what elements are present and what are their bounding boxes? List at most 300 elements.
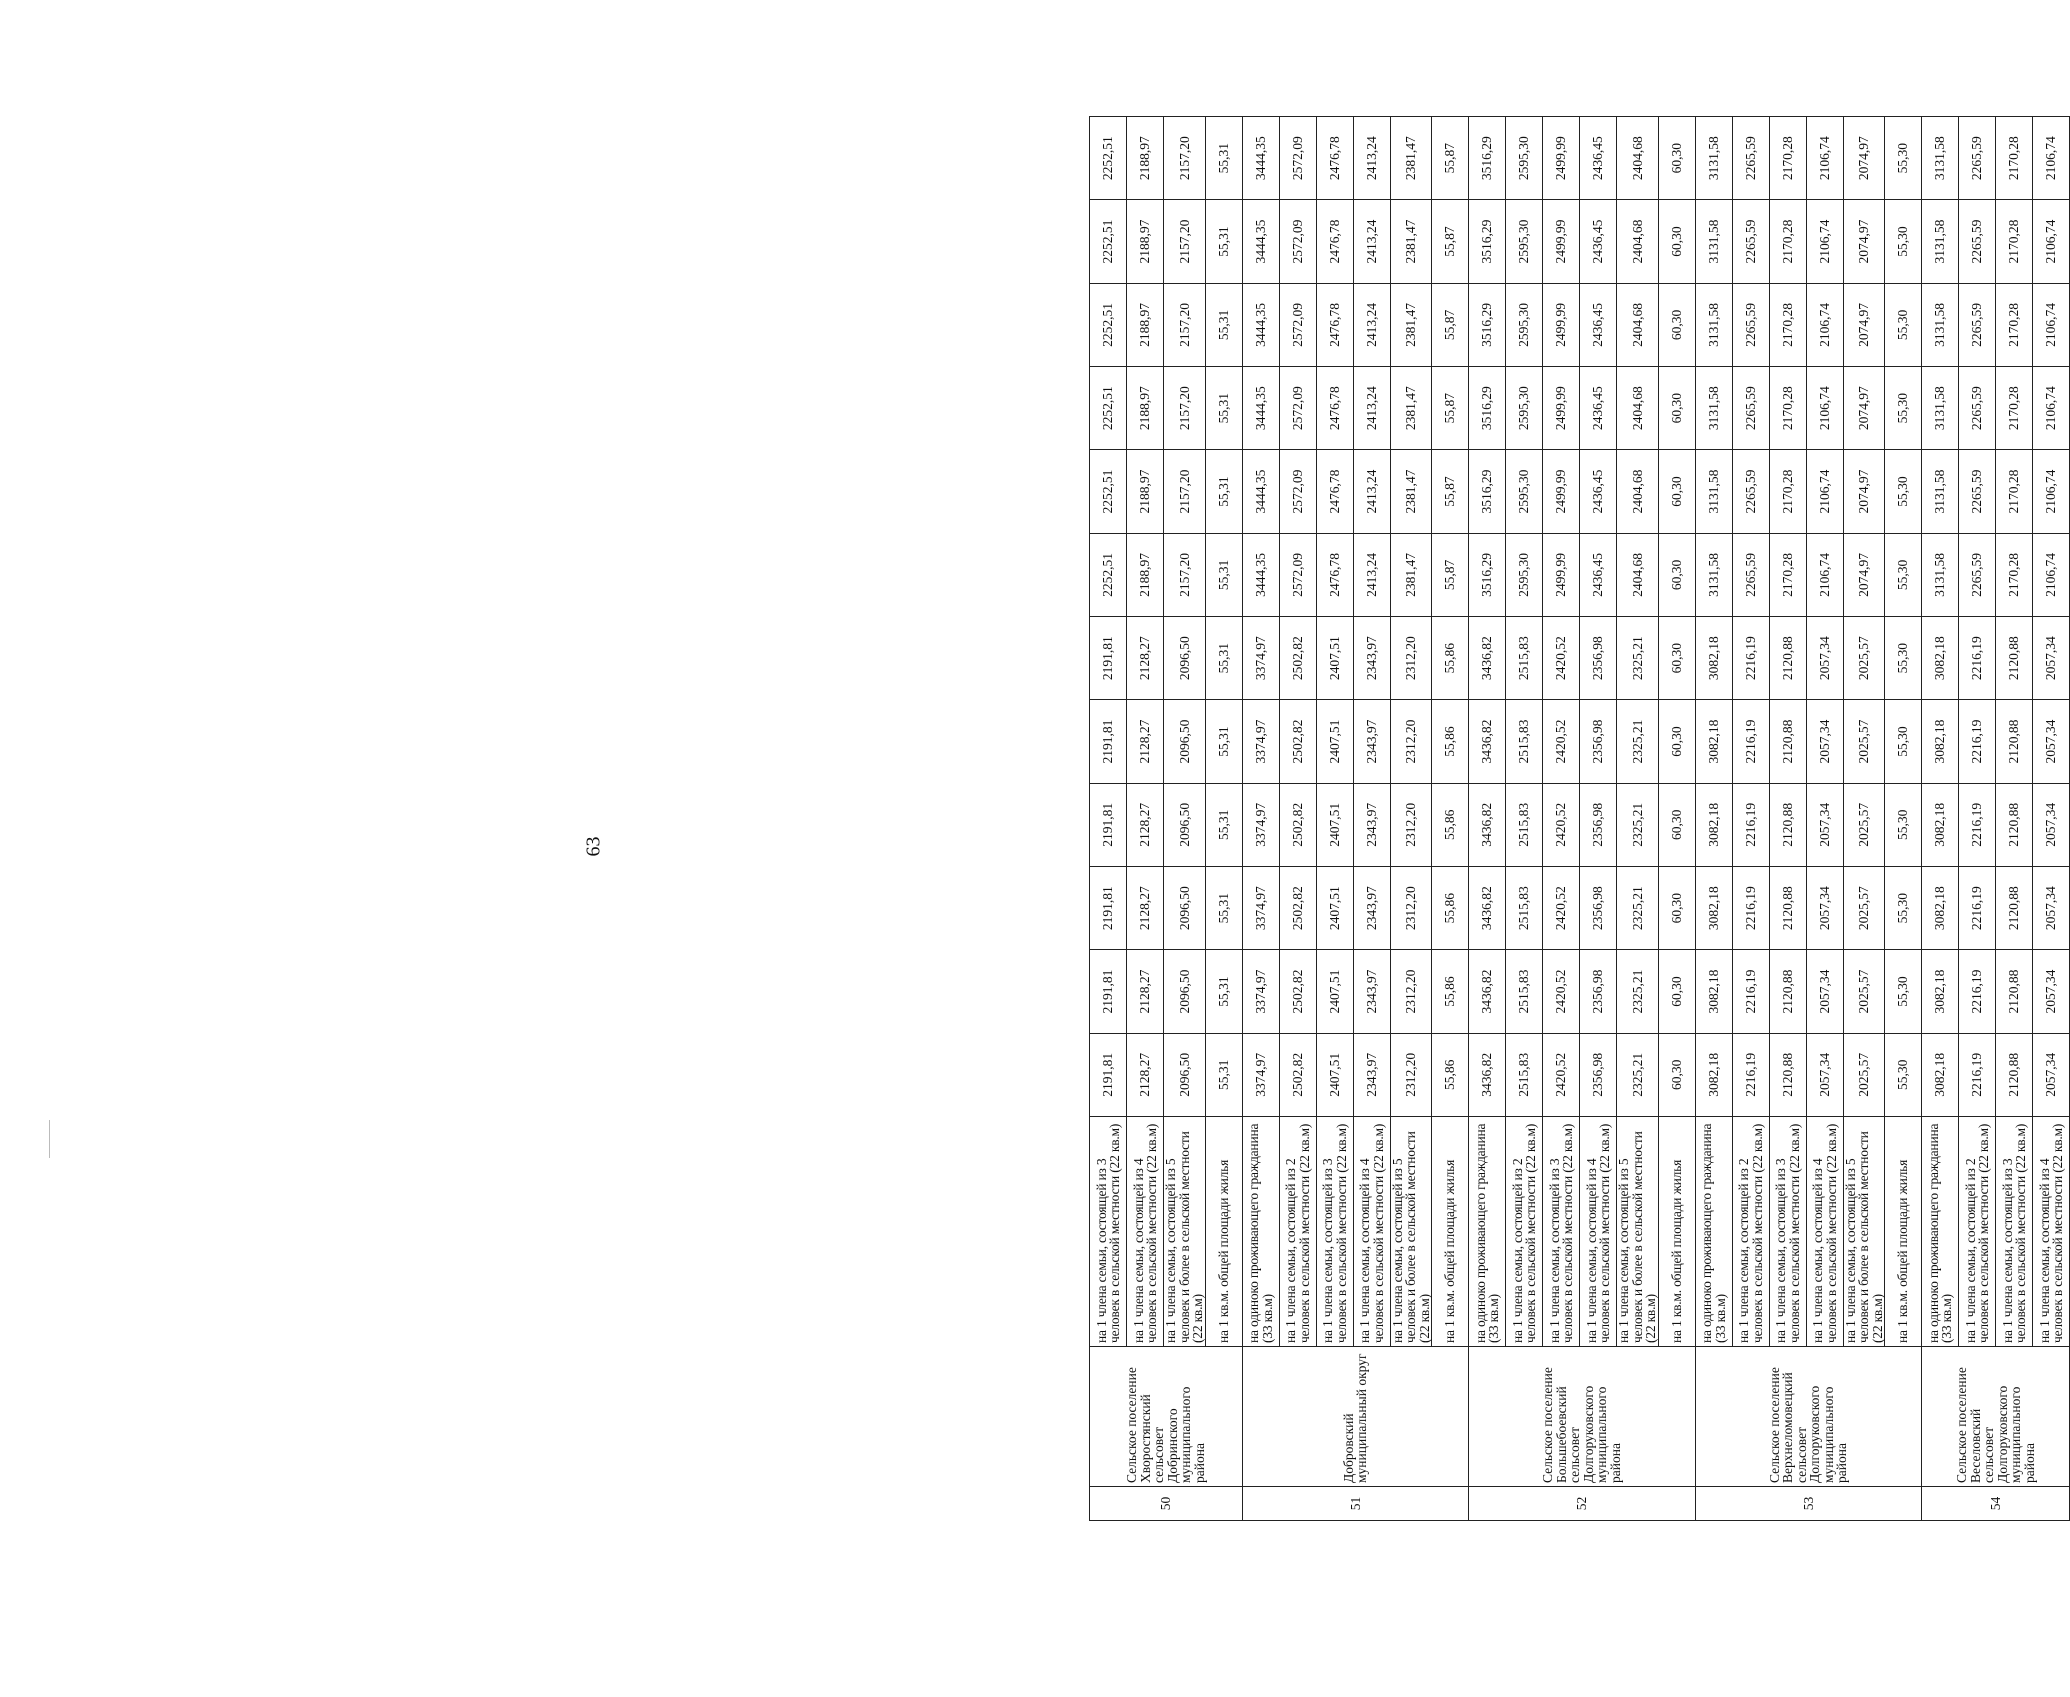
value-cell: 3516,29	[1469, 367, 1506, 450]
value-cell: 2265,59	[1959, 283, 1996, 366]
value-cell: 2128,27	[1127, 700, 1164, 783]
row-number: 50	[1090, 1487, 1243, 1521]
value-cell: 2188,97	[1127, 117, 1164, 200]
table-row	[1580, 117, 1617, 1521]
value-cell: 2572,09	[1279, 283, 1316, 366]
value-cell: 60,30	[1658, 950, 1695, 1033]
value-cell: 2252,51	[1090, 533, 1127, 616]
value-cell: 55,31	[1205, 950, 1242, 1033]
value-cell: 2499,99	[1543, 283, 1580, 366]
category-cell: на 1 кв.м. общей площади жилья	[1205, 1117, 1242, 1347]
value-cell: 2312,20	[1390, 867, 1432, 950]
value-cell: 2312,20	[1390, 617, 1432, 700]
value-cell: 2499,99	[1543, 200, 1580, 283]
value-cell: 2436,45	[1580, 367, 1617, 450]
value-cell: 2343,97	[1353, 700, 1390, 783]
value-cell: 3436,82	[1469, 617, 1506, 700]
value-cell: 3374,97	[1242, 617, 1279, 700]
value-cell: 2499,99	[1543, 450, 1580, 533]
value-cell: 3516,29	[1469, 533, 1506, 616]
category-cell: на 1 члена семьи, состоящей из 5 человек и более в сельской местности (22 кв.м)	[1617, 1117, 1659, 1347]
value-cell: 3436,82	[1469, 783, 1506, 866]
value-cell: 2381,47	[1390, 367, 1432, 450]
value-cell: 2216,19	[1732, 700, 1769, 783]
value-cell: 2407,51	[1316, 617, 1353, 700]
value-cell: 2325,21	[1617, 700, 1659, 783]
category-cell: на 1 кв.м. общей площади жилья	[1658, 1117, 1695, 1347]
value-cell: 3131,58	[1922, 450, 1959, 533]
category-cell: на 1 члена семьи, состоящей из 2 человек в сельской местности (22 кв.м)	[1732, 1117, 1769, 1347]
value-cell: 2170,28	[1769, 200, 1806, 283]
value-cell: 2312,20	[1390, 700, 1432, 783]
value-cell: 3374,97	[1242, 867, 1279, 950]
value-cell: 2413,24	[1353, 450, 1390, 533]
value-cell: 60,30	[1658, 1033, 1695, 1116]
value-cell: 2572,09	[1279, 533, 1316, 616]
value-cell: 55,86	[1432, 783, 1469, 866]
row-number: 54	[1922, 1487, 2070, 1521]
value-cell: 55,30	[1885, 867, 1922, 950]
value-cell: 2595,30	[1506, 450, 1543, 533]
value-cell: 2436,45	[1580, 200, 1617, 283]
value-cell: 2420,52	[1543, 867, 1580, 950]
value-cell: 55,31	[1205, 533, 1242, 616]
value-cell: 2515,83	[1506, 867, 1543, 950]
value-cell: 55,86	[1432, 1033, 1469, 1116]
value-cell: 3516,29	[1469, 200, 1506, 283]
table-row	[1695, 117, 1732, 1521]
value-cell: 2120,88	[1769, 783, 1806, 866]
table-row	[1996, 117, 2033, 1521]
value-cell: 55,30	[1885, 783, 1922, 866]
value-cell: 2404,68	[1617, 367, 1659, 450]
value-cell: 2157,20	[1164, 117, 1206, 200]
value-cell: 2420,52	[1543, 1033, 1580, 1116]
category-cell: на 1 члена семьи, состоящей из 5 человек и более в сельской местности (22 кв.м)	[1843, 1117, 1885, 1347]
tariff-table	[1089, 116, 2070, 1521]
value-cell: 2502,82	[1279, 617, 1316, 700]
value-cell: 2515,83	[1506, 617, 1543, 700]
value-cell: 2420,52	[1543, 700, 1580, 783]
value-cell: 3374,97	[1242, 783, 1279, 866]
value-cell: 2157,20	[1164, 533, 1206, 616]
value-cell: 2381,47	[1390, 283, 1432, 366]
table-row	[1390, 117, 1432, 1521]
value-cell: 2476,78	[1316, 533, 1353, 616]
value-cell: 2120,88	[1996, 617, 2033, 700]
value-cell: 3131,58	[1922, 200, 1959, 283]
value-cell: 2404,68	[1617, 117, 1659, 200]
value-cell: 2572,09	[1279, 367, 1316, 450]
value-cell: 2502,82	[1279, 700, 1316, 783]
value-cell: 3516,29	[1469, 283, 1506, 366]
value-cell: 2476,78	[1316, 367, 1353, 450]
value-cell: 2265,59	[1959, 367, 1996, 450]
value-cell: 2499,99	[1543, 117, 1580, 200]
value-cell: 2170,28	[1769, 450, 1806, 533]
value-cell: 60,30	[1658, 700, 1695, 783]
value-cell: 2407,51	[1316, 950, 1353, 1033]
value-cell: 3436,82	[1469, 950, 1506, 1033]
value-cell: 2502,82	[1279, 783, 1316, 866]
category-cell: на 1 члена семьи, состоящей из 3 человек в сельской местности (22 кв.м)	[1996, 1117, 2033, 1347]
table-row	[1732, 117, 1769, 1521]
value-cell: 2502,82	[1279, 950, 1316, 1033]
category-cell: на одиноко проживающего гражданина (33 кв.м)	[1922, 1117, 1959, 1347]
table-row	[1806, 117, 1843, 1521]
category-cell: на 1 члена семьи, состоящей из 4 человек в сельской местности (22 кв.м)	[1580, 1117, 1617, 1347]
value-cell: 60,30	[1658, 783, 1695, 866]
value-cell: 2170,28	[1996, 117, 2033, 200]
value-cell: 2057,34	[1806, 1033, 1843, 1116]
value-cell: 2216,19	[1732, 1033, 1769, 1116]
category-cell: на 1 члена семьи, состоящей из 4 человек в сельской местности (22 кв.м)	[2033, 1117, 2070, 1347]
value-cell: 55,30	[1885, 700, 1922, 783]
value-cell: 55,31	[1205, 367, 1242, 450]
value-cell: 2188,97	[1127, 533, 1164, 616]
value-cell: 3444,35	[1242, 450, 1279, 533]
value-cell: 2106,74	[2033, 533, 2070, 616]
value-cell: 3444,35	[1242, 367, 1279, 450]
value-cell: 2216,19	[1959, 950, 1996, 1033]
table-row	[1658, 117, 1695, 1521]
value-cell: 2502,82	[1279, 867, 1316, 950]
value-cell: 55,31	[1205, 117, 1242, 200]
value-cell: 3082,18	[1695, 950, 1732, 1033]
municipality-name: Сельское поселение Хворостянский сельсовет Добринского муниципального района	[1090, 1347, 1243, 1487]
value-cell: 2120,88	[1769, 950, 1806, 1033]
value-cell: 55,31	[1205, 783, 1242, 866]
value-cell: 2216,19	[1959, 617, 1996, 700]
value-cell: 3436,82	[1469, 867, 1506, 950]
value-cell: 2096,50	[1164, 617, 1206, 700]
value-cell: 2502,82	[1279, 1033, 1316, 1116]
category-cell: на 1 члена семьи, состоящей из 3 человек в сельской местности (22 кв.м)	[1090, 1117, 1127, 1347]
table-row	[1959, 117, 1996, 1521]
value-cell: 2025,57	[1843, 1033, 1885, 1116]
value-cell: 2106,74	[2033, 283, 2070, 366]
value-cell: 2128,27	[1127, 783, 1164, 866]
table-row	[1506, 117, 1543, 1521]
value-cell: 2404,68	[1617, 533, 1659, 616]
value-cell: 60,30	[1658, 867, 1695, 950]
value-cell: 2476,78	[1316, 283, 1353, 366]
table-row	[1885, 117, 1922, 1521]
value-cell: 2312,20	[1390, 1033, 1432, 1116]
value-cell: 55,31	[1205, 617, 1242, 700]
value-cell: 2356,98	[1580, 700, 1617, 783]
category-cell: на 1 члена семьи, состоящей из 4 человек в сельской местности (22 кв.м)	[1127, 1117, 1164, 1347]
value-cell: 2476,78	[1316, 117, 1353, 200]
value-cell: 2191,81	[1090, 950, 1127, 1033]
value-cell: 2106,74	[2033, 367, 2070, 450]
value-cell: 3131,58	[1695, 450, 1732, 533]
value-cell: 2188,97	[1127, 200, 1164, 283]
table-row	[1279, 117, 1316, 1521]
value-cell: 2265,59	[1959, 200, 1996, 283]
value-cell: 2120,88	[1996, 950, 2033, 1033]
value-cell: 2265,59	[1959, 117, 1996, 200]
value-cell: 55,87	[1432, 367, 1469, 450]
value-cell: 2436,45	[1580, 283, 1617, 366]
value-cell: 2413,24	[1353, 367, 1390, 450]
value-cell: 2216,19	[1732, 867, 1769, 950]
value-cell: 2096,50	[1164, 867, 1206, 950]
value-cell: 2057,34	[1806, 700, 1843, 783]
value-cell: 3131,58	[1695, 117, 1732, 200]
value-cell: 2325,21	[1617, 1033, 1659, 1116]
value-cell: 3131,58	[1922, 533, 1959, 616]
rotated-table-wrapper	[1089, 117, 2065, 1521]
value-cell: 2381,47	[1390, 450, 1432, 533]
value-cell: 2325,21	[1617, 867, 1659, 950]
value-cell: 2407,51	[1316, 1033, 1353, 1116]
value-cell: 2595,30	[1506, 533, 1543, 616]
table-row	[1843, 117, 1885, 1521]
value-cell: 2265,59	[1732, 450, 1769, 533]
value-cell: 55,87	[1432, 200, 1469, 283]
category-cell: на 1 члена семьи, состоящей из 5 человек и более в сельской местности (22 кв.м)	[1390, 1117, 1432, 1347]
value-cell: 2265,59	[1732, 200, 1769, 283]
table-row	[1469, 117, 1506, 1521]
value-cell: 2106,74	[1806, 117, 1843, 200]
table-row	[2033, 117, 2070, 1521]
category-cell: на одиноко проживающего гражданина (33 кв.м)	[1242, 1117, 1279, 1347]
table-row	[1922, 117, 1959, 1521]
value-cell: 2407,51	[1316, 783, 1353, 866]
value-cell: 2216,19	[1959, 783, 1996, 866]
table-row	[1543, 117, 1580, 1521]
value-cell: 2476,78	[1316, 200, 1353, 283]
value-cell: 3082,18	[1695, 1033, 1732, 1116]
value-cell: 2356,98	[1580, 867, 1617, 950]
value-cell: 2120,88	[1996, 783, 2033, 866]
value-cell: 2265,59	[1732, 367, 1769, 450]
scan-mark	[49, 1120, 50, 1158]
table-row	[1769, 117, 1806, 1521]
value-cell: 2515,83	[1506, 1033, 1543, 1116]
value-cell: 3082,18	[1922, 1033, 1959, 1116]
value-cell: 2515,83	[1506, 783, 1543, 866]
page-number: 63	[582, 836, 605, 857]
value-cell: 2407,51	[1316, 700, 1353, 783]
value-cell: 55,87	[1432, 117, 1469, 200]
table-body	[1090, 117, 2070, 1521]
value-cell: 2381,47	[1390, 117, 1432, 200]
value-cell: 55,30	[1885, 450, 1922, 533]
table-row	[1205, 117, 1242, 1521]
value-cell: 55,86	[1432, 617, 1469, 700]
value-cell: 2312,20	[1390, 950, 1432, 1033]
value-cell: 55,30	[1885, 950, 1922, 1033]
value-cell: 2325,21	[1617, 950, 1659, 1033]
value-cell: 55,31	[1205, 700, 1242, 783]
value-cell: 3131,58	[1922, 283, 1959, 366]
value-cell: 2170,28	[1996, 367, 2033, 450]
value-cell: 3131,58	[1695, 367, 1732, 450]
value-cell: 2188,97	[1127, 367, 1164, 450]
value-cell: 2420,52	[1543, 783, 1580, 866]
value-cell: 2436,45	[1580, 450, 1617, 533]
value-cell: 2074,97	[1843, 117, 1885, 200]
value-cell: 2157,20	[1164, 450, 1206, 533]
value-cell: 55,31	[1205, 200, 1242, 283]
value-cell: 2157,20	[1164, 367, 1206, 450]
value-cell: 2499,99	[1543, 533, 1580, 616]
value-cell: 2265,59	[1959, 450, 1996, 533]
value-cell: 2191,81	[1090, 617, 1127, 700]
value-cell: 2325,21	[1617, 617, 1659, 700]
row-number: 52	[1469, 1487, 1696, 1521]
value-cell: 2096,50	[1164, 950, 1206, 1033]
value-cell: 2312,20	[1390, 783, 1432, 866]
value-cell: 60,30	[1658, 367, 1695, 450]
value-cell: 3436,82	[1469, 700, 1506, 783]
value-cell: 2170,28	[1769, 533, 1806, 616]
value-cell: 2096,50	[1164, 1033, 1206, 1116]
value-cell: 55,30	[1885, 1033, 1922, 1116]
value-cell: 2120,88	[1769, 700, 1806, 783]
value-cell: 55,87	[1432, 283, 1469, 366]
value-cell: 60,30	[1658, 200, 1695, 283]
value-cell: 2413,24	[1353, 283, 1390, 366]
value-cell: 2128,27	[1127, 867, 1164, 950]
value-cell: 2120,88	[1769, 867, 1806, 950]
value-cell: 2106,74	[1806, 533, 1843, 616]
value-cell: 2343,97	[1353, 1033, 1390, 1116]
value-cell: 2157,20	[1164, 200, 1206, 283]
category-cell: на 1 члена семьи, состоящей из 4 человек в сельской местности (22 кв.м)	[1806, 1117, 1843, 1347]
value-cell: 2025,57	[1843, 783, 1885, 866]
value-cell: 2216,19	[1959, 1033, 1996, 1116]
value-cell: 2057,34	[2033, 783, 2070, 866]
table-row	[1432, 117, 1469, 1521]
value-cell: 55,30	[1885, 617, 1922, 700]
value-cell: 2216,19	[1959, 867, 1996, 950]
value-cell: 2356,98	[1580, 1033, 1617, 1116]
value-cell: 3444,35	[1242, 533, 1279, 616]
value-cell: 2096,50	[1164, 700, 1206, 783]
value-cell: 2420,52	[1543, 617, 1580, 700]
value-cell: 2325,21	[1617, 783, 1659, 866]
value-cell: 2436,45	[1580, 533, 1617, 616]
table-row	[1164, 117, 1206, 1521]
value-cell: 60,30	[1658, 283, 1695, 366]
value-cell: 2413,24	[1353, 200, 1390, 283]
value-cell: 2343,97	[1353, 783, 1390, 866]
value-cell: 3082,18	[1695, 783, 1732, 866]
value-cell: 2106,74	[2033, 117, 2070, 200]
table-row	[1316, 117, 1353, 1521]
municipality-name: Сельское поселение Большебоевский сельсовет Долгоруковского муниципального района	[1469, 1347, 1696, 1487]
value-cell: 2057,34	[1806, 783, 1843, 866]
value-cell: 2265,59	[1732, 117, 1769, 200]
value-cell: 2170,28	[1996, 450, 2033, 533]
value-cell: 2265,59	[1732, 283, 1769, 366]
category-cell: на 1 члена семьи, состоящей из 2 человек в сельской местности (22 кв.м)	[1959, 1117, 1996, 1347]
value-cell: 55,30	[1885, 200, 1922, 283]
value-cell: 2595,30	[1506, 283, 1543, 366]
value-cell: 2404,68	[1617, 283, 1659, 366]
value-cell: 2074,97	[1843, 367, 1885, 450]
value-cell: 3131,58	[1922, 367, 1959, 450]
value-cell: 2413,24	[1353, 533, 1390, 616]
value-cell: 2216,19	[1732, 783, 1769, 866]
value-cell: 2595,30	[1506, 117, 1543, 200]
value-cell: 2381,47	[1390, 533, 1432, 616]
value-cell: 2191,81	[1090, 700, 1127, 783]
value-cell: 55,30	[1885, 283, 1922, 366]
value-cell: 3082,18	[1695, 700, 1732, 783]
category-cell: на 1 кв.м. общей площади жилья	[1885, 1117, 1922, 1347]
value-cell: 3436,82	[1469, 1033, 1506, 1116]
value-cell: 2191,81	[1090, 1033, 1127, 1116]
value-cell: 2025,57	[1843, 617, 1885, 700]
category-cell: на одиноко проживающего гражданина (33 кв.м)	[1695, 1117, 1732, 1347]
value-cell: 2170,28	[1996, 200, 2033, 283]
value-cell: 2572,09	[1279, 117, 1316, 200]
value-cell: 2413,24	[1353, 117, 1390, 200]
value-cell: 2407,51	[1316, 867, 1353, 950]
value-cell: 2106,74	[1806, 367, 1843, 450]
table-row	[1242, 117, 1279, 1521]
value-cell: 2074,97	[1843, 200, 1885, 283]
value-cell: 3374,97	[1242, 1033, 1279, 1116]
value-cell: 2096,50	[1164, 783, 1206, 866]
value-cell: 2252,51	[1090, 283, 1127, 366]
value-cell: 2120,88	[1769, 617, 1806, 700]
value-cell: 2170,28	[1996, 533, 2033, 616]
value-cell: 2343,97	[1353, 950, 1390, 1033]
value-cell: 2381,47	[1390, 200, 1432, 283]
value-cell: 3516,29	[1469, 450, 1506, 533]
value-cell: 2025,57	[1843, 950, 1885, 1033]
value-cell: 55,86	[1432, 867, 1469, 950]
value-cell: 3374,97	[1242, 700, 1279, 783]
value-cell: 2120,88	[1996, 1033, 2033, 1116]
value-cell: 60,30	[1658, 450, 1695, 533]
value-cell: 2216,19	[1732, 617, 1769, 700]
value-cell: 2074,97	[1843, 450, 1885, 533]
value-cell: 2157,20	[1164, 283, 1206, 366]
value-cell: 60,30	[1658, 117, 1695, 200]
value-cell: 55,31	[1205, 283, 1242, 366]
value-cell: 2057,34	[2033, 700, 2070, 783]
value-cell: 3131,58	[1695, 283, 1732, 366]
value-cell: 2191,81	[1090, 783, 1127, 866]
value-cell: 2170,28	[1996, 283, 2033, 366]
value-cell: 2404,68	[1617, 450, 1659, 533]
value-cell: 2025,57	[1843, 867, 1885, 950]
value-cell: 3082,18	[1695, 867, 1732, 950]
value-cell: 2572,09	[1279, 450, 1316, 533]
value-cell: 2106,74	[1806, 200, 1843, 283]
value-cell: 2074,97	[1843, 283, 1885, 366]
value-cell: 2595,30	[1506, 367, 1543, 450]
value-cell: 3444,35	[1242, 283, 1279, 366]
category-cell: на 1 члена семьи, состоящей из 3 человек в сельской местности (22 кв.м)	[1769, 1117, 1806, 1347]
value-cell: 2595,30	[1506, 200, 1543, 283]
value-cell: 2343,97	[1353, 617, 1390, 700]
value-cell: 3131,58	[1922, 117, 1959, 200]
value-cell: 55,87	[1432, 450, 1469, 533]
value-cell: 2128,27	[1127, 950, 1164, 1033]
value-cell: 2515,83	[1506, 700, 1543, 783]
value-cell: 2057,34	[1806, 617, 1843, 700]
value-cell: 60,30	[1658, 533, 1695, 616]
municipality-name: Добровский муниципальный округ	[1242, 1347, 1469, 1487]
value-cell: 2057,34	[2033, 617, 2070, 700]
